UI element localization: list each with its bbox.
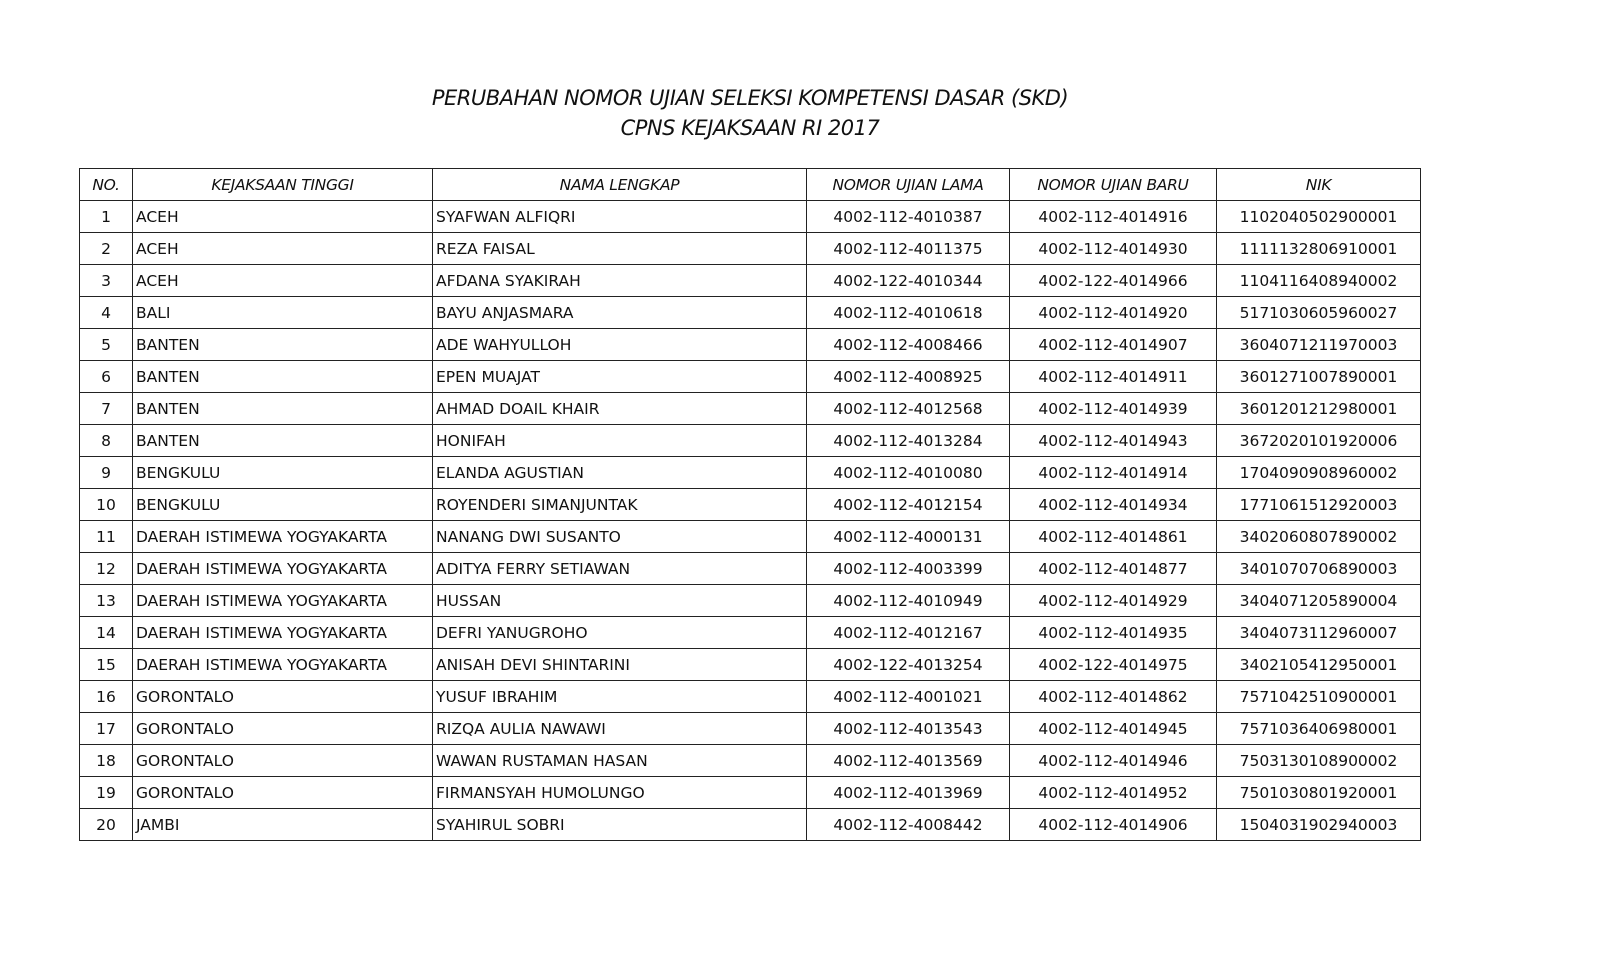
cell-nomor-ujian-lama: 4002-112-4012568 — [807, 393, 1010, 425]
cell-nik: 3604071211970003 — [1217, 329, 1421, 361]
cell-nik: 3402105412950001 — [1217, 649, 1421, 681]
cell-no: 16 — [80, 681, 133, 713]
cell-kejaksaan-tinggi: DAERAH ISTIMEWA YOGYAKARTA — [133, 617, 433, 649]
cell-no: 9 — [80, 457, 133, 489]
table-row — [80, 233, 1421, 265]
cell-kejaksaan-tinggi: ACEH — [133, 265, 433, 297]
cell-kejaksaan-tinggi: BANTEN — [133, 329, 433, 361]
cell-nomor-ujian-baru: 4002-112-4014877 — [1010, 553, 1217, 585]
cell-nama-lengkap: YUSUF IBRAHIM — [433, 681, 807, 713]
cell-nomor-ujian-baru: 4002-112-4014930 — [1010, 233, 1217, 265]
table-header-row — [80, 169, 1421, 201]
cell-nik: 7503130108900002 — [1217, 745, 1421, 777]
cell-no: 3 — [80, 265, 133, 297]
table-row — [80, 489, 1421, 521]
cell-kejaksaan-tinggi: GORONTALO — [133, 681, 433, 713]
table-row — [80, 585, 1421, 617]
cell-nomor-ujian-lama: 4002-112-4010080 — [807, 457, 1010, 489]
cell-no: 15 — [80, 649, 133, 681]
cell-nomor-ujian-baru: 4002-112-4014952 — [1010, 777, 1217, 809]
cell-no: 19 — [80, 777, 133, 809]
cell-nik: 1111132806910001 — [1217, 233, 1421, 265]
cell-kejaksaan-tinggi: BANTEN — [133, 425, 433, 457]
cell-kejaksaan-tinggi: GORONTALO — [133, 745, 433, 777]
cell-nomor-ujian-baru: 4002-112-4014916 — [1010, 201, 1217, 233]
cell-no: 4 — [80, 297, 133, 329]
cell-nomor-ujian-lama: 4002-112-4010949 — [807, 585, 1010, 617]
table-row — [80, 809, 1421, 841]
cell-nomor-ujian-baru: 4002-122-4014975 — [1010, 649, 1217, 681]
table-row — [80, 777, 1421, 809]
cell-kejaksaan-tinggi: BANTEN — [133, 393, 433, 425]
cell-no: 2 — [80, 233, 133, 265]
cell-nama-lengkap: ELANDA AGUSTIAN — [433, 457, 807, 489]
cell-nik: 5171030605960027 — [1217, 297, 1421, 329]
cell-nama-lengkap: FIRMANSYAH HUMOLUNGO — [433, 777, 807, 809]
table-row — [80, 649, 1421, 681]
cell-nama-lengkap: ADITYA FERRY SETIAWAN — [433, 553, 807, 585]
cell-kejaksaan-tinggi: DAERAH ISTIMEWA YOGYAKARTA — [133, 649, 433, 681]
cell-no: 6 — [80, 361, 133, 393]
cell-nomor-ujian-baru: 4002-112-4014907 — [1010, 329, 1217, 361]
cell-nomor-ujian-lama: 4002-112-4010387 — [807, 201, 1010, 233]
cell-nama-lengkap: NANANG DWI SUSANTO — [433, 521, 807, 553]
cell-nama-lengkap: ANISAH DEVI SHINTARINI — [433, 649, 807, 681]
header-kejaksaan-tinggi: KEJAKSAAN TINGGI — [133, 169, 433, 201]
table-row — [80, 425, 1421, 457]
cell-nama-lengkap: AHMAD DOAIL KHAIR — [433, 393, 807, 425]
cell-nomor-ujian-lama: 4002-112-4012154 — [807, 489, 1010, 521]
table-row — [80, 713, 1421, 745]
cell-no: 14 — [80, 617, 133, 649]
cell-nik: 3404071205890004 — [1217, 585, 1421, 617]
cell-nomor-ujian-lama: 4002-112-4008925 — [807, 361, 1010, 393]
header-nomor-ujian-lama: NOMOR UJIAN LAMA — [807, 169, 1010, 201]
cell-nomor-ujian-lama: 4002-112-4008466 — [807, 329, 1010, 361]
cell-nomor-ujian-lama: 4002-112-4013284 — [807, 425, 1010, 457]
table-row — [80, 393, 1421, 425]
cell-nomor-ujian-lama: 4002-112-4013969 — [807, 777, 1010, 809]
table-row — [80, 553, 1421, 585]
table-row — [80, 201, 1421, 233]
document-title: PERUBAHAN NOMOR UJIAN SELEKSI KOMPETENSI DASAR (SKD) — [431, 86, 1069, 110]
cell-nik: 7571042510900001 — [1217, 681, 1421, 713]
cell-kejaksaan-tinggi: DAERAH ISTIMEWA YOGYAKARTA — [133, 585, 433, 617]
cell-nomor-ujian-lama: 4002-112-4010618 — [807, 297, 1010, 329]
cell-nomor-ujian-lama: 4002-112-4001021 — [807, 681, 1010, 713]
cell-nomor-ujian-baru: 4002-112-4014861 — [1010, 521, 1217, 553]
cell-nik: 3401070706890003 — [1217, 553, 1421, 585]
cell-nama-lengkap: SYAFWAN ALFIQRI — [433, 201, 807, 233]
header-no: NO. — [80, 169, 133, 201]
cell-nomor-ujian-baru: 4002-112-4014906 — [1010, 809, 1217, 841]
cell-nomor-ujian-lama: 4002-112-4013569 — [807, 745, 1010, 777]
cell-nomor-ujian-baru: 4002-112-4014939 — [1010, 393, 1217, 425]
cell-nomor-ujian-baru: 4002-112-4014934 — [1010, 489, 1217, 521]
cell-nomor-ujian-lama: 4002-112-4008442 — [807, 809, 1010, 841]
cell-no: 13 — [80, 585, 133, 617]
cell-nomor-ujian-lama: 4002-112-4012167 — [807, 617, 1010, 649]
cell-nomor-ujian-baru: 4002-122-4014966 — [1010, 265, 1217, 297]
cell-nama-lengkap: HUSSAN — [433, 585, 807, 617]
cell-no: 11 — [80, 521, 133, 553]
table-row — [80, 745, 1421, 777]
cell-nama-lengkap: AFDANA SYAKIRAH — [433, 265, 807, 297]
cell-kejaksaan-tinggi: BENGKULU — [133, 489, 433, 521]
cell-kejaksaan-tinggi: DAERAH ISTIMEWA YOGYAKARTA — [133, 521, 433, 553]
cell-nama-lengkap: RIZQA AULIA NAWAWI — [433, 713, 807, 745]
header-nik: NIK — [1217, 169, 1421, 201]
cell-kejaksaan-tinggi: GORONTALO — [133, 777, 433, 809]
header-nomor-ujian-baru: NOMOR UJIAN BARU — [1010, 169, 1217, 201]
cell-nik: 3402060807890002 — [1217, 521, 1421, 553]
cell-nomor-ujian-lama: 4002-112-4003399 — [807, 553, 1010, 585]
table-row — [80, 297, 1421, 329]
cell-nomor-ujian-baru: 4002-112-4014929 — [1010, 585, 1217, 617]
cell-nama-lengkap: REZA FAISAL — [433, 233, 807, 265]
cell-nomor-ujian-baru: 4002-112-4014862 — [1010, 681, 1217, 713]
table-row — [80, 521, 1421, 553]
cell-nik: 3601201212980001 — [1217, 393, 1421, 425]
cell-nik: 7501030801920001 — [1217, 777, 1421, 809]
cell-no: 18 — [80, 745, 133, 777]
cell-nama-lengkap: SYAHIRUL SOBRI — [433, 809, 807, 841]
cell-nama-lengkap: ADE WAHYULLOH — [433, 329, 807, 361]
cell-nama-lengkap: EPEN MUAJAT — [433, 361, 807, 393]
cell-nomor-ujian-baru: 4002-112-4014911 — [1010, 361, 1217, 393]
cell-nomor-ujian-baru: 4002-112-4014945 — [1010, 713, 1217, 745]
table-row — [80, 681, 1421, 713]
cell-nik: 1704090908960002 — [1217, 457, 1421, 489]
cell-kejaksaan-tinggi: GORONTALO — [133, 713, 433, 745]
cell-nomor-ujian-lama: 4002-122-4013254 — [807, 649, 1010, 681]
cell-no: 10 — [80, 489, 133, 521]
cell-nik: 7571036406980001 — [1217, 713, 1421, 745]
table-row — [80, 361, 1421, 393]
cell-kejaksaan-tinggi: ACEH — [133, 233, 433, 265]
cell-no: 17 — [80, 713, 133, 745]
cell-kejaksaan-tinggi: ACEH — [133, 201, 433, 233]
cell-nama-lengkap: ROYENDERI SIMANJUNTAK — [433, 489, 807, 521]
cell-nomor-ujian-baru: 4002-112-4014943 — [1010, 425, 1217, 457]
cell-kejaksaan-tinggi: BENGKULU — [133, 457, 433, 489]
cell-kejaksaan-tinggi: DAERAH ISTIMEWA YOGYAKARTA — [133, 553, 433, 585]
document-subtitle: CPNS KEJAKSAAN RI 2017 — [620, 116, 880, 140]
exam-number-change-table — [79, 168, 1421, 841]
cell-no: 12 — [80, 553, 133, 585]
cell-kejaksaan-tinggi: BALI — [133, 297, 433, 329]
cell-no: 5 — [80, 329, 133, 361]
cell-nomor-ujian-lama: 4002-122-4010344 — [807, 265, 1010, 297]
cell-kejaksaan-tinggi: BANTEN — [133, 361, 433, 393]
cell-nomor-ujian-baru: 4002-112-4014935 — [1010, 617, 1217, 649]
cell-nik: 1504031902940003 — [1217, 809, 1421, 841]
cell-nomor-ujian-lama: 4002-112-4000131 — [807, 521, 1010, 553]
cell-kejaksaan-tinggi: JAMBI — [133, 809, 433, 841]
cell-nik: 1771061512920003 — [1217, 489, 1421, 521]
cell-nik: 3601271007890001 — [1217, 361, 1421, 393]
cell-no: 8 — [80, 425, 133, 457]
cell-nik: 3672020101920006 — [1217, 425, 1421, 457]
cell-nama-lengkap: BAYU ANJASMARA — [433, 297, 807, 329]
cell-no: 7 — [80, 393, 133, 425]
cell-nomor-ujian-baru: 4002-112-4014914 — [1010, 457, 1217, 489]
cell-no: 20 — [80, 809, 133, 841]
cell-nik: 1102040502900001 — [1217, 201, 1421, 233]
cell-nik: 3404073112960007 — [1217, 617, 1421, 649]
table-row — [80, 617, 1421, 649]
cell-no: 1 — [80, 201, 133, 233]
table-row — [80, 457, 1421, 489]
cell-nomor-ujian-lama: 4002-112-4013543 — [807, 713, 1010, 745]
cell-nama-lengkap: WAWAN RUSTAMAN HASAN — [433, 745, 807, 777]
cell-nomor-ujian-baru: 4002-112-4014920 — [1010, 297, 1217, 329]
table-row — [80, 329, 1421, 361]
cell-nama-lengkap: DEFRI YANUGROHO — [433, 617, 807, 649]
cell-nomor-ujian-baru: 4002-112-4014946 — [1010, 745, 1217, 777]
cell-nomor-ujian-lama: 4002-112-4011375 — [807, 233, 1010, 265]
table-row — [80, 265, 1421, 297]
cell-nik: 1104116408940002 — [1217, 265, 1421, 297]
cell-nama-lengkap: HONIFAH — [433, 425, 807, 457]
header-nama-lengkap: NAMA LENGKAP — [433, 169, 807, 201]
